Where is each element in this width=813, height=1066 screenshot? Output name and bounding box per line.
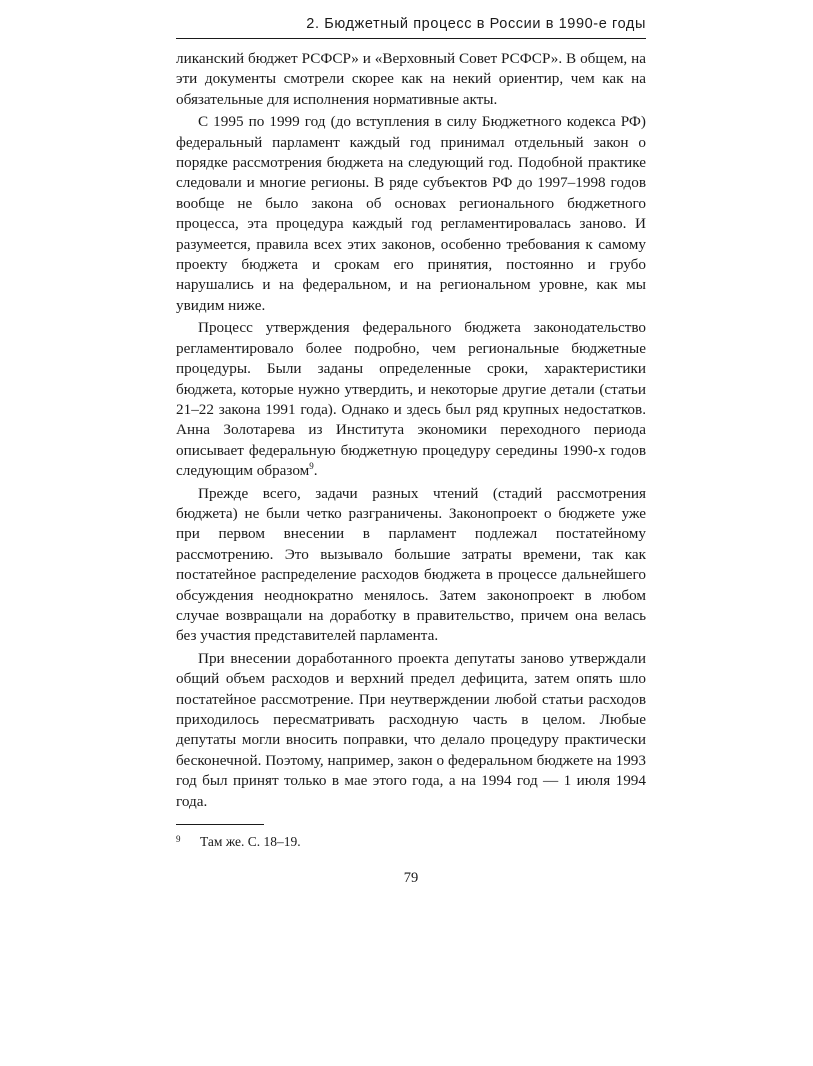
paragraph-3 xyxy=(176,318,646,481)
running-header: 2. Бюджетный процесс в России в 1990-е годы xyxy=(176,14,646,39)
paragraph-2: С 1995 по 1999 год (до вступления в силу Бюджетного кодекса РФ) федеральный парламент каждый год принимал отдельный закон о порядке рассмотрения бюджета на следующий год. Подобной практике следовали и многие регионы. В ряде субъектов РФ до 1997–1998 годов вообще не было закона об основах регионального бюджетного процесса, эта процедура каждый год регламентировалась заново. И разумеется, правила всех этих законов, особенно требования к самому проекту бюджета и срокам его принятия, постоянно и грубо нарушались и на федеральном, и на региональном уровне, как мы увидим ниже. xyxy=(176,113,646,314)
paragraph-5: При внесении доработанного проекта депутаты заново утверждали общий объем расходов и верхний предел дефицита, затем опять шло постатейное рассмотрение. При неутверждении любой статьи расходов приходилось пересматривать расходную часть в целом. Любые депутаты могли вносить поправки, что делало процедуру практически бесконечной. Поэтому, например, закон о федеральном бюджете на 1993 год был принят только в мае этого года, а на 1994 год — 1 июля 1994 года. xyxy=(176,649,646,810)
footnote-mark: 9 xyxy=(176,834,181,845)
paragraph-3-text: Процесс утверждения федерального бюджета законодательство регламентировало более подробно, чем региональные бюджетные процедуры. Были заданы определенные сроки, характеристики бюджета, которые нужно утвердить, и некоторые другие детали (статьи 21–22 закона 1991 года). Однако и здесь был ряд крупных недостатков. Анна Золотарева из Института экономики переходного периода описывает федеральную бюджетную процедуру середины 1990-х годов следующим образом xyxy=(176,319,646,480)
body-text xyxy=(176,49,646,812)
footnote xyxy=(176,833,646,851)
book-page xyxy=(176,14,646,887)
page-number: 79 xyxy=(403,870,419,887)
paragraph-4: Прежде всего, задачи разных чтений (стадий рассмотрения бюджета) не были четко разграничены. Законопроект о бюджете уже при первом внесении в парламент подлежал постатейному рассмотрению. Это вызывало большие затраты времени, так как постатейное распределение расходов бюджета в процессе дальнейшего обсуждения неоднократно менялось. Затем законопроект в любом случае возвращали на доработку в правительство, причем она велась без участия представителей парламента. xyxy=(176,484,646,645)
footnote-reference[interactable]: 9 xyxy=(309,461,314,472)
footnote-divider xyxy=(176,824,264,825)
paragraph-1: ликанский бюджет РСФСР» и «Верховный Совет РСФСР». В общем, на эти документы смотрели скорее как на некий ориентир, чем как на обязательные для исполнения нормативные акты. xyxy=(176,50,646,108)
paragraph-3-end: . xyxy=(313,462,318,480)
footnote-text: Там же. С. 18–19. xyxy=(200,834,301,850)
